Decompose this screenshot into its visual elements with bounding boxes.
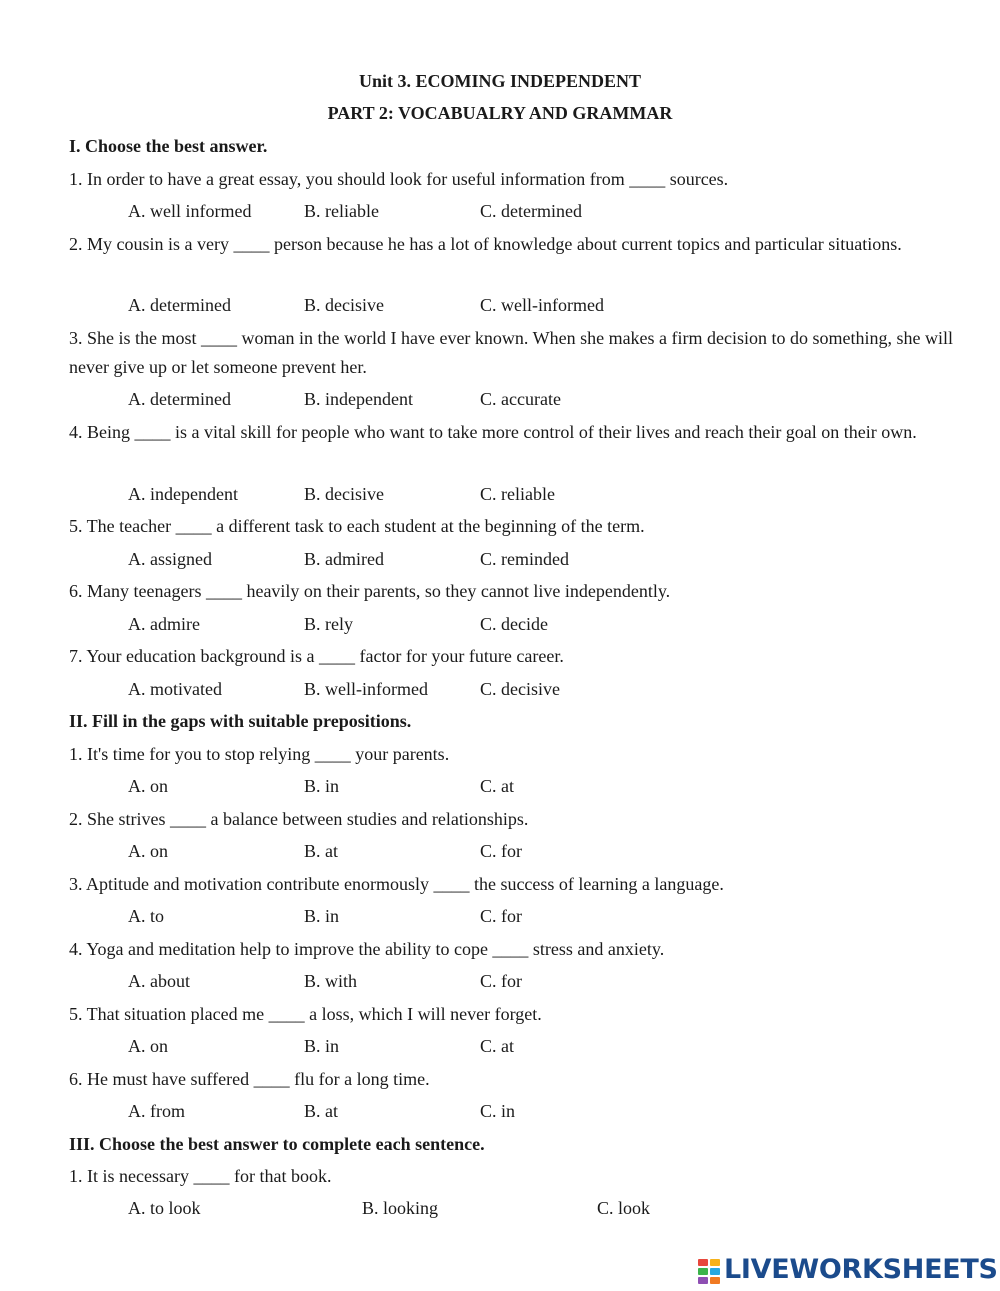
option-a[interactable]: A. assigned (128, 549, 212, 569)
watermark-text: LIVEWORKSHEETS (724, 1254, 998, 1285)
question-text: 5. The teacher ____ a different task to each student at the beginning of the term. (69, 516, 645, 536)
option-a[interactable]: A. to (128, 906, 164, 926)
option-a[interactable]: A. motivated (128, 679, 222, 699)
option-c[interactable]: C. look (597, 1198, 651, 1218)
option-b[interactable]: B. rely (304, 614, 353, 634)
option-b[interactable]: B. at (304, 841, 338, 861)
question-text: 6. Many teenagers ____ heavily on their parents, so they cannot live independently. (69, 581, 671, 601)
option-b[interactable]: B. looking (362, 1198, 439, 1218)
question-text: 4. Being ____ is a vital skill for people who want to take more control of their lives and reach their goal on their own. (69, 422, 917, 442)
option-c[interactable]: C. reliable (480, 484, 555, 504)
question-text: 4. Yoga and meditation help to improve the ability to cope ____ stress and anxiety. (69, 939, 665, 959)
option-b[interactable]: B. with (304, 971, 358, 991)
option-c[interactable]: C. for (480, 906, 522, 926)
option-a[interactable]: A. determined (128, 295, 231, 315)
question-text: 1. It's time for you to stop relying ____ your parents. (69, 744, 450, 764)
question-text: 1. It is necessary ____ for that book. (69, 1166, 332, 1186)
option-c[interactable]: C. at (480, 776, 514, 796)
option-b[interactable]: B. reliable (304, 201, 379, 221)
option-a[interactable]: A. on (128, 841, 168, 861)
question-text: 2. She strives ____ a balance between studies and relationships. (69, 809, 529, 829)
worksheet-title: Unit 3. ECOMING INDEPENDENT (358, 71, 642, 91)
option-a[interactable]: A. about (128, 971, 190, 991)
option-c[interactable]: C. accurate (480, 389, 561, 409)
option-c[interactable]: C. determined (480, 201, 582, 221)
option-c[interactable]: C. decisive (480, 679, 560, 699)
option-c[interactable]: C. decide (480, 614, 548, 634)
section-heading: II. Fill in the gaps with suitable prepositions. (69, 711, 412, 731)
section-heading: I. Choose the best answer. (69, 136, 268, 156)
question-text: 5. That situation placed me ____ a loss, which I will never forget. (69, 1004, 542, 1024)
option-b[interactable]: B. in (304, 1036, 340, 1056)
option-c[interactable]: C. reminded (480, 549, 569, 569)
option-a[interactable]: A. well informed (128, 201, 252, 221)
option-b[interactable]: B. decisive (304, 484, 384, 504)
option-b[interactable]: B. independent (304, 389, 413, 409)
liveworksheets-logo-icon (698, 1259, 720, 1283)
option-a[interactable]: A. to look (128, 1198, 201, 1218)
option-c[interactable]: C. in (480, 1101, 516, 1121)
option-b[interactable]: B. decisive (304, 295, 384, 315)
option-c[interactable]: C. well-informed (480, 295, 604, 315)
question-text: 7. Your education background is a ____ factor for your future career. (69, 646, 564, 666)
liveworksheets-watermark (698, 1253, 998, 1287)
option-a[interactable]: A. from (128, 1101, 185, 1121)
option-b[interactable]: B. well-informed (304, 679, 428, 699)
option-a[interactable]: A. independent (128, 484, 238, 504)
question-text: 6. He must have suffered ____ flu for a long time. (69, 1069, 430, 1089)
option-a[interactable]: A. admire (128, 614, 200, 634)
section-heading: III. Choose the best answer to complete each sentence. (69, 1134, 485, 1154)
option-a[interactable]: A. on (128, 1036, 168, 1056)
question-text: 3. Aptitude and motivation contribute enormously ____ the success of learning a language. (69, 874, 724, 894)
option-b[interactable]: B. at (304, 1101, 338, 1121)
option-b[interactable]: B. in (304, 906, 340, 926)
option-a[interactable]: A. on (128, 776, 168, 796)
option-a[interactable]: A. determined (128, 389, 231, 409)
option-b[interactable]: B. admired (304, 549, 384, 569)
worksheet-subtitle: PART 2: VOCABUALRY AND GRAMMAR (327, 103, 673, 123)
option-c[interactable]: C. for (480, 971, 522, 991)
option-c[interactable]: C. for (480, 841, 522, 861)
option-b[interactable]: B. in (304, 776, 340, 796)
option-c[interactable]: C. at (480, 1036, 514, 1056)
question-text: 1. In order to have a great essay, you should look for useful information from ____ sources. (69, 169, 729, 189)
question-text: 2. My cousin is a very ____ person because he has a lot of knowledge about current topics and particular situations. (69, 234, 902, 254)
question-text: 3. She is the most ____ woman in the world I have ever known. When she makes a firm decision to do something, she will never give up or let someone prevent her. (69, 328, 954, 377)
